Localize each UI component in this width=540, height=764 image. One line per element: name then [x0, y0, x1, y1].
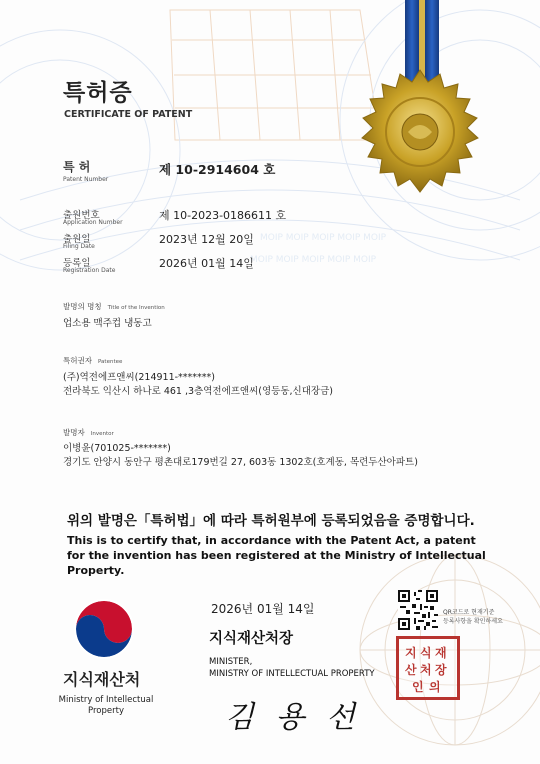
inventor-label [63, 427, 114, 438]
invention-label-en: Title of the Invention [107, 305, 165, 311]
filing-date-label: 출원일 [63, 234, 91, 245]
organization-name-ko: 지식재산처 [63, 670, 141, 689]
application-number-value: 제 10-2023-0186611 호 [159, 209, 287, 222]
registration-date-label-en: Registration Date [63, 267, 116, 274]
patentee-address: 전라북도 익산시 하나로 461 ,3층역전에프앤씨(영등동,신대장금) [63, 386, 333, 397]
stamp-char: 인 [412, 680, 424, 694]
minister-title-en [209, 656, 375, 680]
stamp-char: 재 [435, 646, 447, 660]
issue-date: 2026년 01월 14일 [211, 602, 315, 616]
qr-caption-line1: QR코드로 현재기준 [443, 609, 495, 616]
stamp-char: 지 [405, 646, 417, 660]
patentee-label-ko: 특허권자 [63, 356, 92, 365]
inventor-name: 이병윤(701025-*******) [63, 443, 171, 454]
patent-number-label: 특 허 [63, 160, 91, 174]
minister-signature: 김 용 선 [225, 700, 362, 735]
filing-date-value: 2023년 12월 20일 [159, 233, 254, 246]
patentee-label [63, 355, 122, 366]
stamp-char: 장 [435, 663, 447, 677]
minister-title-line1: MINISTER, [209, 657, 253, 667]
inventor-address: 경기도 안양시 동안구 평촌대로179번길 27, 603동 1302호(호계동, 목련두산아파트) [63, 457, 418, 468]
svg-text:MOIP MOIP MOIP MOIP MOIP: MOIP MOIP MOIP MOIP MOIP [260, 233, 387, 243]
government-emblem-icon [72, 597, 136, 661]
certificate-title: 특허증 [63, 80, 133, 106]
patentee-name: (주)역전에프앤씨(214911-*******) [63, 372, 216, 383]
application-number-label: 출원번호 [63, 210, 100, 221]
certification-statement-ko: 위의 발명은「특허법」에 따라 특허원부에 등록되었음을 증명합니다. [67, 513, 475, 529]
stamp-char: 의 [429, 680, 441, 694]
patentee-label-en: Patentee [97, 359, 123, 365]
svg-text:MOIP MOIP MOIP MOIP MOIP: MOIP MOIP MOIP MOIP MOIP [250, 255, 377, 265]
organization-name-en: Ministry of Intellectual Property [58, 695, 154, 716]
application-number-label-en: Application Number [63, 219, 123, 226]
minister-title-line2: MINISTRY OF INTELLECTUAL PROPERTY [209, 669, 375, 679]
minister-title-ko: 지식재산처장 [209, 631, 294, 647]
qr-code-icon[interactable] [398, 590, 438, 630]
invention-title: 업소용 맥주컵 냉동고 [63, 318, 152, 329]
patent-number-label-en: Patent Number [63, 176, 109, 183]
stamp-char: 식 [420, 646, 432, 660]
inventor-label-ko: 발명자 [63, 428, 85, 437]
filing-date-label-en: Filing Date [63, 243, 95, 250]
stamp-char: 처 [420, 663, 432, 677]
registration-date-value: 2026년 01월 14일 [159, 257, 254, 270]
official-seal-stamp [396, 636, 460, 700]
stamp-char: 산 [405, 663, 417, 677]
certification-statement-en: This is to certify that, in accordance with the Patent Act, a patent for the invention has been registered at the Ministry of Intellectual Property. [67, 534, 486, 577]
invention-label [63, 301, 165, 312]
invention-label-ko: 발명의 명칭 [63, 302, 102, 311]
inventor-label-en: Inventor [90, 431, 114, 437]
patent-number-value: 제 10-2914604 호 [159, 162, 276, 177]
registration-date-label: 등록일 [63, 258, 91, 269]
qr-caption [443, 608, 503, 626]
certificate-title-en: CERTIFICATE OF PATENT [64, 109, 193, 120]
qr-caption-line2: 등록사항을 확인하세요 [443, 618, 503, 625]
